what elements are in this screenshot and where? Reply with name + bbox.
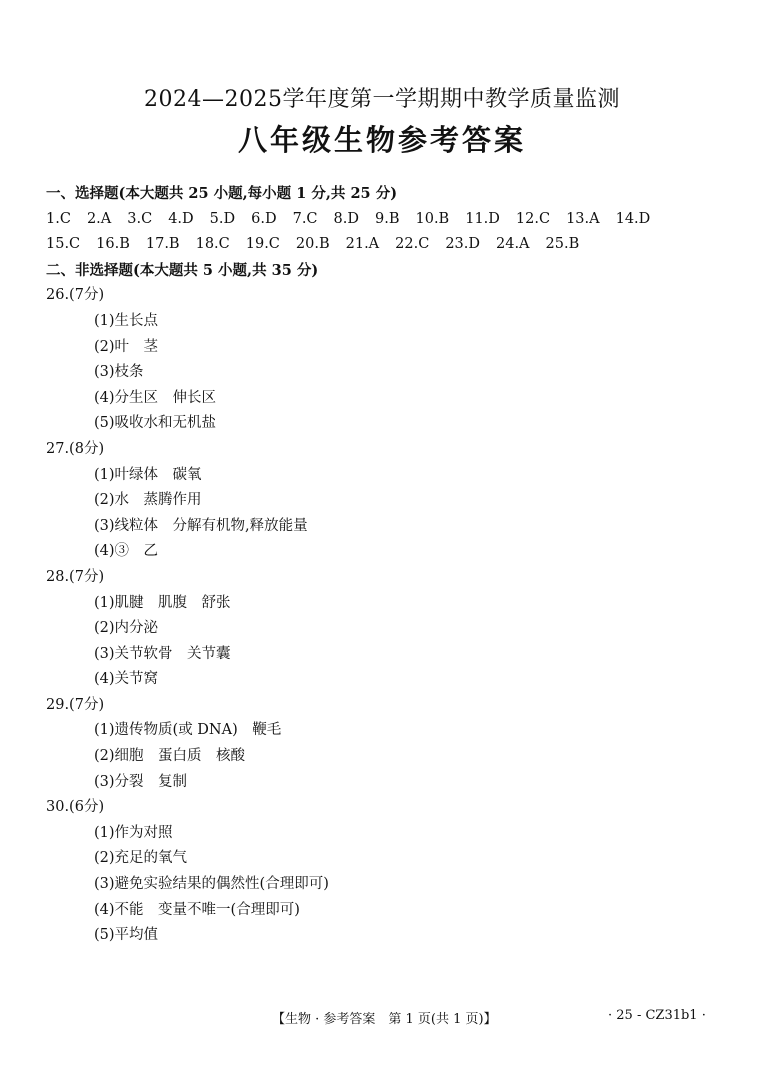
answer-item: (1)遗传物质(或 DNA) 鞭毛 — [94, 722, 282, 739]
choice-answer: 23.D — [445, 236, 480, 253]
answer-item: (4)③ 乙 — [94, 543, 159, 560]
answer-content — [46, 181, 724, 949]
choice-answer: 24.A — [496, 236, 530, 253]
footer-page-info: 【生物 · 参考答案 第 1 页(共 1 页)】 — [272, 1012, 497, 1027]
choice-answer: 1.C — [46, 210, 71, 227]
answer-item: (2)叶 茎 — [94, 338, 159, 355]
answer-item: (3)线粒体 分解有机物,释放能量 — [94, 517, 308, 534]
question-label: 26.(7分) — [46, 287, 105, 304]
footer-code: · 25 - CZ31b1 · — [608, 1008, 706, 1023]
choice-answer: 15.C — [46, 236, 81, 253]
choice-answer: 6.D — [251, 210, 277, 227]
choice-answer: 14.D — [615, 210, 651, 227]
answer-item: (3)枝条 — [94, 364, 144, 381]
answer-item: (2)水 蒸腾作用 — [94, 492, 202, 509]
answer-item: (3)避免实验结果的偶然性(合理即可) — [94, 876, 329, 893]
choice-answer: 9.B — [375, 210, 400, 227]
answer-item: (2)充足的氧气 — [94, 850, 188, 867]
choice-answers-row-1 — [46, 207, 724, 233]
exam-title: 2024—2025学年度第一学期期中教学质量监测 — [144, 87, 620, 112]
answer-item: (4)不能 变量不唯一(合理即可) — [94, 901, 300, 918]
answer-item: (5)平均值 — [94, 927, 159, 944]
question-label: 27.(8分) — [46, 440, 105, 457]
choice-answer: 11.D — [465, 210, 500, 227]
answer-item: (5)吸收水和无机盐 — [94, 415, 217, 432]
answer-item: (4)分生区 伸长区 — [94, 389, 217, 406]
answer-item: (1)作为对照 — [94, 824, 173, 841]
answer-item: (1)生长点 — [94, 312, 159, 329]
section2-heading: 二、非选择题(本大题共 5 小题,共 35 分) — [46, 261, 319, 279]
choice-answer: 3.C — [127, 210, 153, 227]
answer-item: (1)肌腱 肌腹 舒张 — [94, 594, 231, 611]
answer-item: (4)关节窝 — [94, 671, 159, 688]
question-label: 28.(7分) — [46, 568, 105, 585]
choice-answer: 13.A — [566, 210, 600, 227]
choice-answer: 19.C — [245, 236, 280, 253]
choice-answers-row-2 — [46, 232, 724, 258]
question-list — [46, 283, 724, 948]
choice-answer: 17.B — [145, 236, 180, 253]
choice-answer: 16.B — [96, 236, 130, 253]
choice-answer: 25.B — [545, 236, 580, 253]
section1-heading: 一、选择题(本大题共 25 小题,每小题 1 分,共 25 分) — [46, 185, 398, 202]
choice-answer: 8.D — [333, 210, 359, 227]
choice-answer: 10.B — [415, 210, 450, 227]
answer-key-title: 八年级生物参考答案 — [237, 123, 526, 157]
answer-item: (3)关节软骨 关节囊 — [94, 645, 231, 662]
answer-item: (2)内分泌 — [94, 620, 159, 637]
choice-answer: 22.C — [395, 236, 430, 253]
choice-answer: 21.A — [345, 236, 380, 253]
choice-answer: 12.C — [515, 210, 551, 227]
choice-answer: 5.D — [209, 210, 236, 227]
choice-answer: 7.C — [292, 210, 318, 227]
question-label: 30.(6分) — [46, 799, 105, 816]
choice-answer: 18.C — [195, 236, 230, 253]
choice-answer: 2.A — [86, 210, 112, 227]
answer-item: (1)叶绿体 碳氧 — [94, 466, 202, 483]
choice-answer: 20.B — [295, 236, 330, 253]
answer-item: (2)细胞 蛋白质 核酸 — [94, 748, 246, 765]
question-label: 29.(7分) — [46, 696, 105, 713]
choice-answer: 4.D — [168, 210, 194, 227]
answer-item: (3)分裂 复制 — [94, 773, 188, 790]
